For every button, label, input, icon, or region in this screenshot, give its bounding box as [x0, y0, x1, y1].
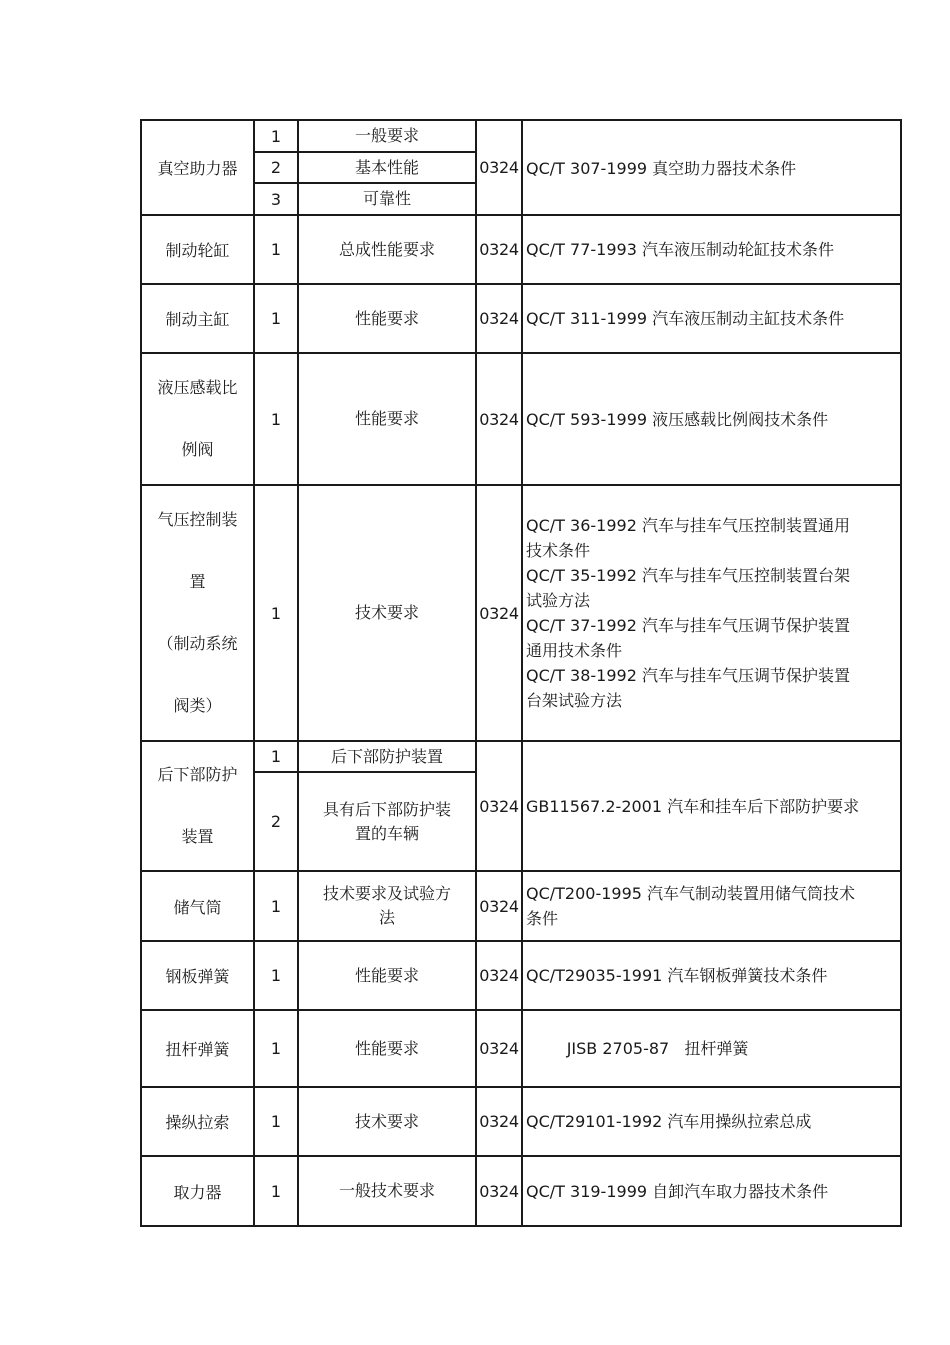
product-name: 制动主缸: [141, 284, 254, 353]
item-text: 性能要求: [298, 1010, 476, 1087]
standard-text: 技术条件: [526, 541, 591, 560]
product-name-line: 装置: [181, 827, 214, 846]
standard-cell: [522, 120, 901, 215]
standard-text: QC/T29035-1991 汽车钢板弹簧技术条件: [526, 966, 828, 985]
standard-text: QC/T29101-1992 汽车用操纵拉索总成: [526, 1112, 812, 1131]
table-row: [141, 284, 901, 353]
table-row: [141, 1087, 901, 1156]
item-text: 技术要求: [298, 1087, 476, 1156]
table-row: [141, 1156, 901, 1226]
item-number: 1: [254, 485, 298, 741]
standard-cell: [522, 1156, 901, 1226]
item-text-line: 具有后下部防护装: [322, 799, 451, 819]
standards-table: [140, 119, 902, 1227]
code-cell: 0324: [476, 215, 522, 284]
standard-text: QC/T 37-1992 汽车与挂车气压调节保护装置: [526, 616, 850, 635]
product-name: 操纵拉索: [141, 1087, 254, 1156]
product-name: [141, 485, 254, 741]
product-name: 储气筒: [141, 871, 254, 941]
standard-text: 台架试验方法: [526, 691, 623, 710]
product-name: [141, 741, 254, 871]
item-number: 1: [254, 1010, 298, 1087]
item-number: 1: [254, 353, 298, 485]
item-text-line: 技术要求及试验方: [322, 884, 451, 903]
standard-cell: [522, 215, 901, 284]
table-row: [141, 1010, 901, 1087]
code-cell: 0324: [476, 1010, 522, 1087]
table-row: [141, 120, 901, 152]
standard-text: QC/T 311-1999 汽车液压制动主缸技术条件: [526, 309, 845, 328]
standard-cell: [522, 485, 901, 741]
standard-text: QC/T 36-1992 汽车与挂车气压控制装置通用: [526, 516, 850, 535]
item-number: 1: [254, 284, 298, 353]
product-name-line: 气压控制装: [157, 510, 238, 529]
product-name-line: 置: [189, 572, 206, 591]
table-row: [141, 215, 901, 284]
product-name: 钢板弹簧: [141, 941, 254, 1010]
code-cell: 0324: [476, 741, 522, 871]
code-cell: 0324: [476, 1087, 522, 1156]
item-text: 基本性能: [298, 152, 476, 183]
code-cell: 0324: [476, 871, 522, 941]
product-name-line: 例阀: [181, 440, 214, 459]
standard-cell: [522, 871, 901, 941]
item-text: 技术要求: [298, 485, 476, 741]
product-name: 真空助力器: [141, 120, 254, 215]
standard-text: 试验方法: [526, 591, 591, 610]
table-row: [141, 741, 901, 772]
code-cell: 0324: [476, 485, 522, 741]
product-name-line: （制动系统: [157, 634, 238, 653]
code-cell: 0324: [476, 1156, 522, 1226]
standard-text: 通用技术条件: [526, 641, 623, 660]
item-text: 性能要求: [298, 941, 476, 1010]
standard-text: QC/T 307-1999 真空助力器技术条件: [526, 158, 797, 178]
item-number: 1: [254, 741, 298, 772]
standard-text: GB11567.2-2001 汽车和挂车后下部防护要求: [526, 796, 860, 816]
table-row: [141, 353, 901, 485]
standard-cell: [522, 741, 901, 871]
item-text-line: 置的车辆: [354, 823, 419, 843]
code-cell: 0324: [476, 284, 522, 353]
item-number: 1: [254, 215, 298, 284]
item-number: 2: [254, 152, 298, 183]
standard-cell: [522, 941, 901, 1010]
item-number: 1: [254, 871, 298, 941]
item-text: [298, 772, 476, 871]
standard-text: QC/T200-1995 汽车气制动装置用储气筒技术: [526, 884, 856, 903]
item-text: 后下部防护装置: [298, 741, 476, 772]
standard-text: QC/T 77-1993 汽车液压制动轮缸技术条件: [526, 240, 834, 259]
product-name: 制动轮缸: [141, 215, 254, 284]
standard-text: QC/T 319-1999 自卸汽车取力器技术条件: [526, 1181, 829, 1201]
standard-text: JISB 2705-87 扭杆弹簧: [566, 1039, 749, 1058]
code-cell: 0324: [476, 353, 522, 485]
item-number: 1: [254, 1156, 298, 1226]
product-name-line: 液压感载比: [157, 378, 238, 397]
table-row: [141, 485, 901, 741]
standard-cell: [522, 1010, 901, 1087]
standard-text: QC/T 35-1992 汽车与挂车气压控制装置台架: [526, 566, 850, 585]
item-text-line: 法: [378, 908, 395, 927]
item-number: 1: [254, 1087, 298, 1156]
standard-cell: [522, 1087, 901, 1156]
item-text: 可靠性: [298, 183, 476, 215]
item-number: 2: [254, 772, 298, 871]
table-row: [141, 871, 901, 941]
code-cell: 0324: [476, 941, 522, 1010]
product-name-line: 阀类）: [173, 696, 222, 715]
standard-text: QC/T 38-1992 汽车与挂车气压调节保护装置: [526, 666, 850, 685]
standard-cell: [522, 353, 901, 485]
standard-text: QC/T 593-1999 液压感载比例阀技术条件: [526, 409, 829, 429]
item-text: 一般要求: [298, 120, 476, 152]
standard-cell: [522, 284, 901, 353]
product-name: [141, 353, 254, 485]
item-text: 一般技术要求: [298, 1156, 476, 1226]
product-name: 扭杆弹簧: [141, 1010, 254, 1087]
item-number: 3: [254, 183, 298, 215]
item-number: 1: [254, 120, 298, 152]
item-text: 性能要求: [298, 353, 476, 485]
product-name: 取力器: [141, 1156, 254, 1226]
standard-text: 条件: [526, 909, 559, 928]
code-cell: 0324: [476, 120, 522, 215]
table-row: [141, 941, 901, 1010]
item-text: 性能要求: [298, 284, 476, 353]
item-text: [298, 871, 476, 941]
item-text: 总成性能要求: [298, 215, 476, 284]
item-number: 1: [254, 941, 298, 1010]
product-name-line: 后下部防护: [157, 765, 238, 784]
